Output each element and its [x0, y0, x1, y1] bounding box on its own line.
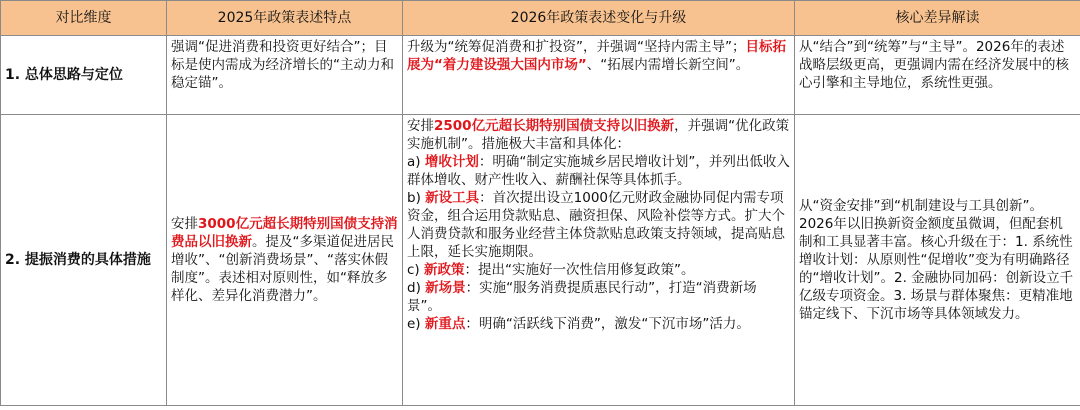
header-row — [1, 1, 1080, 36]
item-keyword: 增收计划 — [424, 154, 479, 170]
item-text: ：明确“活跃线下消费”，激发“下沉市场”活力。 — [465, 316, 750, 332]
table-row — [1, 36, 1080, 115]
item-prefix: a) — [407, 154, 425, 170]
row2-2025-text-b: 。提及“多渠道促进居民增收”、“创新消费场景”、“落实休假制度”。表述相对原则性，如“释放多样化、差异化消费潜力”。 — [171, 234, 394, 304]
item-text: ：首次提出设立1000亿元财政金融协同促内需专项资金，组合运用贷款贴息、融资担保、风险补偿等方式。扩大个人消费贷款和服务业经营主体贷款贴息政策支持领域，提高贴息上限，延长实施期限。 — [407, 190, 785, 260]
row2-dimension: 2. 提振消费的具体措施 — [1, 115, 167, 406]
row1-2026-text-a: 升级为“统筹促消费和扩投资”，并强调“坚持内需主导”； — [407, 39, 746, 55]
list-item — [407, 279, 790, 315]
list-item — [407, 153, 790, 189]
row2-2025 — [167, 115, 403, 406]
list-item — [407, 261, 790, 279]
row1-diff: 从“结合”到“统筹”与“主导”。2026年的表述战略层级更高，更强调内需在经济发展中的核心引擎和主导地位，系统性更强。 — [795, 36, 1080, 115]
item-prefix: e) — [407, 316, 425, 332]
header-dimension: 对比维度 — [1, 1, 167, 36]
item-keyword: 新设工具 — [425, 190, 480, 206]
item-prefix: c) — [407, 262, 424, 278]
row2-diff: 从“资金安排”到“机制建设与工具创新”。2026年以旧换新资金额度虽微调，但配套机制和工具显著丰富。核心升级在于：1. 系统性增收计划：从原则性“促增收”变为有明确路径的“增收计划”。2. 金融协同加码：创新设立千亿级专项资金。3. 场景与群体聚焦：更精准地锚定线下、下沉市场等具体领域发力。 — [795, 115, 1080, 406]
row2-2026-intro-b: ，并强调“优化政策实施机制”。措施极大丰富和具体化： — [407, 118, 790, 152]
row2-2026 — [403, 115, 795, 406]
row1-2026 — [403, 36, 795, 115]
row1-2025: 强调“促进消费和投资更好结合”；目标是使内需成为经济增长的“主动力和稳定锚”。 — [167, 36, 403, 115]
list-item — [407, 315, 790, 333]
row1-2026-highlight: 目标拓展为“着力建设强大国内市场” — [407, 39, 786, 73]
item-keyword: 新政策 — [423, 262, 465, 278]
row2-2026-intro-a: 安排 — [407, 118, 434, 134]
row2-2025-text-a: 安排 — [171, 216, 198, 232]
header-diff: 核心差异解读 — [795, 1, 1080, 36]
row2-2026-intro — [407, 117, 790, 153]
header-2026: 2026年政策表述变化与升级 — [403, 1, 795, 36]
header-2025: 2025年政策表述特点 — [167, 1, 403, 36]
row1-2026-text-b: 、“拓展内需增长新空间”。 — [586, 57, 750, 73]
item-prefix: d) — [407, 280, 426, 296]
item-prefix: b) — [407, 190, 426, 206]
item-text: ：明确“制定实施城乡居民增收计划”，并列出低收入群体增收、财产性收入、薪酬社保等具体抓手。 — [407, 154, 790, 188]
row2-2025-highlight: 3000亿元超长期特别国债支持消费品以旧换新 — [171, 216, 398, 250]
item-text: ：提出“实施好一次性信用修复政策”。 — [464, 262, 695, 278]
item-text: ：实施“服务消费提质惠民行动”，打造“消费新场景”。 — [407, 280, 757, 314]
item-keyword: 新重点 — [424, 316, 466, 332]
table-row — [1, 115, 1080, 406]
list-item — [407, 189, 790, 261]
row1-dimension: 1. 总体思路与定位 — [1, 36, 167, 115]
item-keyword: 新场景 — [425, 280, 466, 296]
row2-2026-intro-highlight: 2500亿元超长期特别国债支持以旧换新 — [434, 118, 675, 134]
